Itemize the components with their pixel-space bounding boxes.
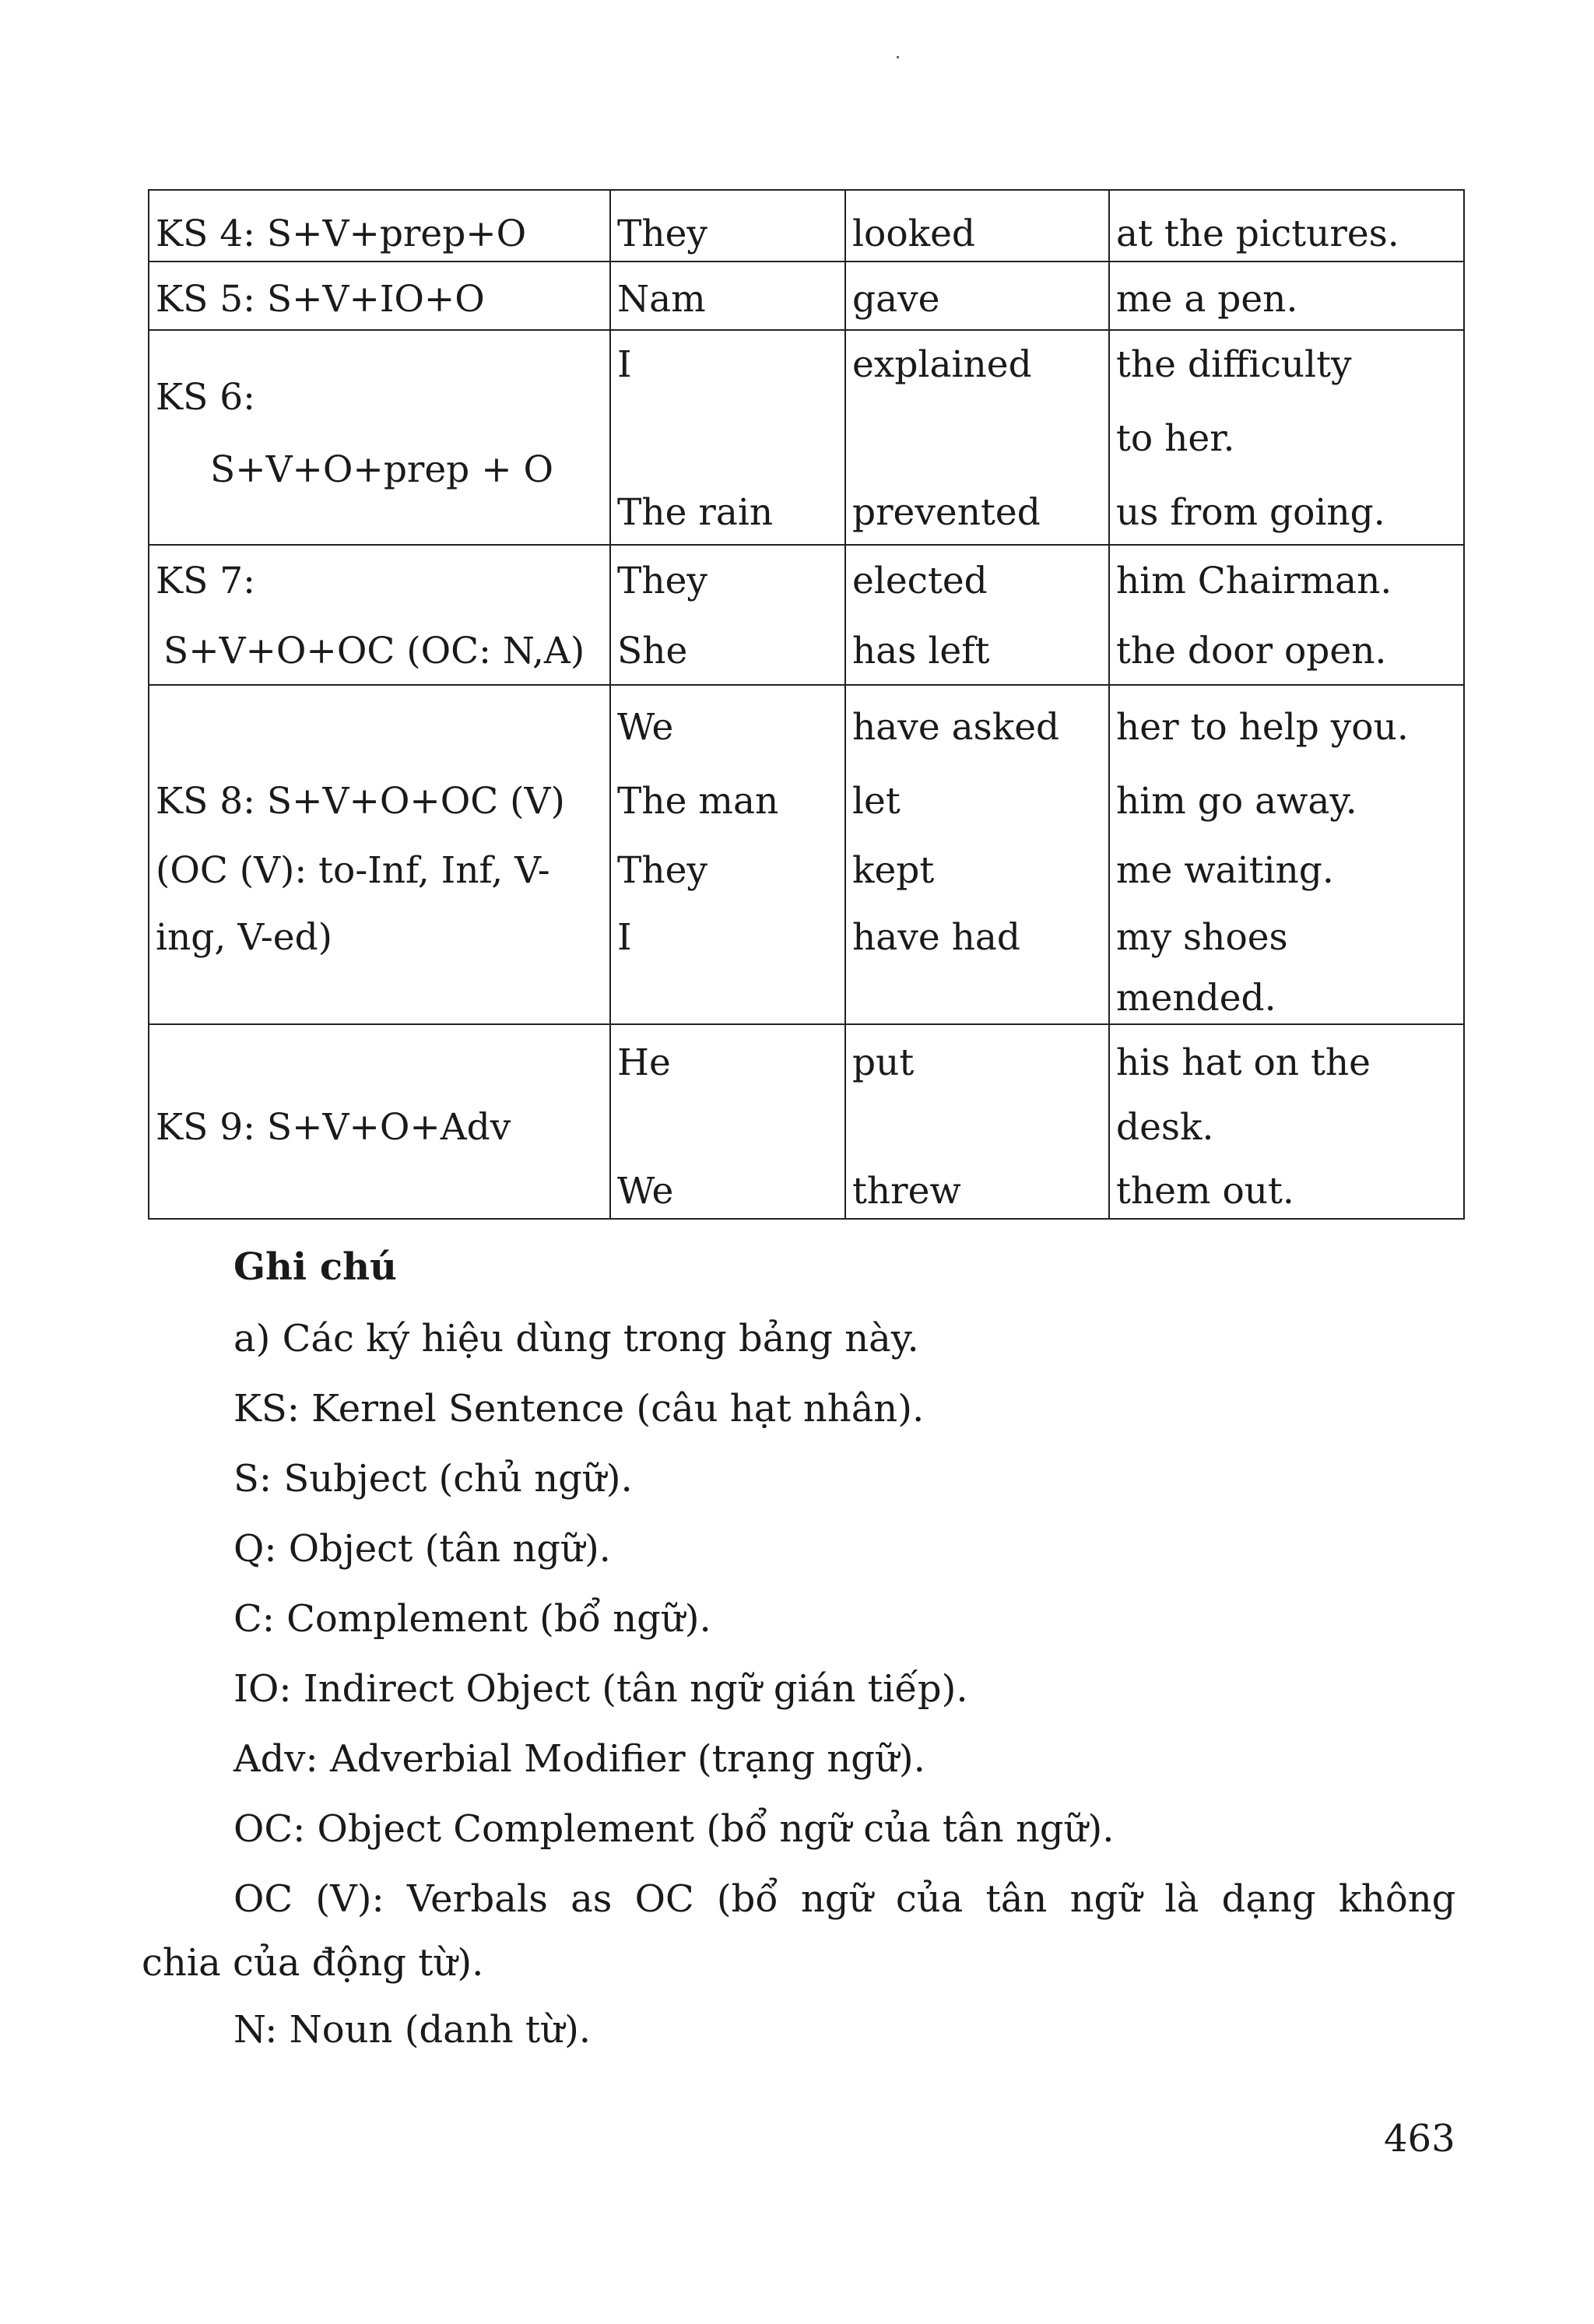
subject-line: They [617,849,707,892]
verb-line: put [852,1041,915,1084]
subject-line: I [617,343,632,386]
verb-line: let [852,780,901,823]
note-line: N: Noun (danh từ). [233,2008,592,2052]
verb-cell [845,262,1109,330]
pattern-line: KS 5: S+V+IO+O [156,278,485,321]
table-row [149,262,1464,330]
pattern-line: S+V+O+OC (OC: N,A) [163,630,585,672]
subject-line: The rain [617,491,774,534]
rest-line: desk. [1116,1106,1214,1149]
subject-line: I [617,916,632,959]
subject-cell [610,1024,845,1219]
verb-line: gave [852,278,940,321]
rest-line: mended. [1116,977,1276,1020]
note-line: IO: Indirect Object (tân ngữ gián tiếp). [233,1667,968,1711]
subject-line: They [617,560,707,602]
verb-cell [845,1024,1109,1219]
verb-cell [845,685,1109,1024]
rest-cell [1109,545,1464,685]
rest-cell [1109,330,1464,545]
page-number: 463 [1384,2117,1455,2161]
table-row [149,330,1464,545]
rest-cell [1109,262,1464,330]
rest-line: them out. [1116,1170,1294,1213]
speck-mark [897,56,899,58]
rest-line: my shoes [1116,916,1288,959]
verb-cell [845,190,1109,262]
note-line: OC (V): Verbals as OC (bổ ngữ của tân ngữ là dạng không [233,1877,1456,1921]
rest-line: him Chairman. [1116,560,1392,602]
note-line: OC: Object Complement (bổ ngữ của tân ngữ). [233,1807,1115,1851]
notes-title: Ghi chú [233,1245,397,1289]
verb-line: elected [852,560,988,602]
table-row [149,190,1464,262]
kernel-sentence-table [148,189,1465,1220]
note-line: Q: Object (tân ngữ). [233,1527,611,1571]
note-line: chia của động từ). [142,1941,484,1985]
subject-line: Nam [617,278,706,321]
note-line: a) Các ký hiệu dùng trong bảng này. [233,1317,919,1360]
subject-cell [610,685,845,1024]
pattern-cell [149,545,610,685]
verb-line: prevented [852,491,1041,534]
subject-line: He [617,1041,671,1084]
verb-line: explained [852,343,1032,386]
pattern-cell [149,685,610,1024]
subject-line: The man [617,780,779,823]
subject-cell [610,545,845,685]
rest-cell [1109,685,1464,1024]
rest-cell [1109,1024,1464,1219]
subject-cell [610,262,845,330]
note-line: S: Subject (chủ ngữ). [233,1457,633,1501]
rest-line: me a pen. [1116,278,1298,321]
table-row [149,1024,1464,1219]
rest-line: his hat on the [1116,1041,1371,1084]
rest-line: the door open. [1116,630,1387,672]
rest-line: me waiting. [1116,849,1334,892]
pattern-line: KS 4: S+V+prep+O [156,212,527,255]
table-row [149,685,1464,1024]
pattern-cell [149,190,610,262]
rest-line: at the pictures. [1116,212,1399,255]
verb-line: looked [852,212,976,255]
note-line: Adv: Adverbial Modifier (trạng ngữ). [233,1737,925,1781]
pattern-cell [149,262,610,330]
subject-line: They [617,212,707,255]
verb-line: have asked [852,706,1060,749]
pattern-cell [149,330,610,545]
pattern-line: KS 6: [156,376,255,419]
pattern-line: ing, V-ed) [156,916,333,959]
rest-line: to her. [1116,417,1235,460]
rest-line: the difficulty [1116,343,1352,386]
note-line: C: Complement (bổ ngữ). [233,1597,711,1641]
rest-line: her to help you. [1116,706,1409,749]
subject-line: We [617,706,674,749]
verb-cell [845,330,1109,545]
table-row [149,545,1464,685]
note-line: KS: Kernel Sentence (câu hạt nhân). [233,1387,925,1431]
rest-cell [1109,190,1464,262]
subject-line: She [617,630,688,672]
pattern-line: S+V+O+prep + O [210,448,554,491]
subject-cell [610,190,845,262]
rest-line: him go away. [1116,780,1357,823]
pattern-line: (OC (V): to-Inf, Inf, V- [156,849,550,892]
subject-cell [610,330,845,545]
subject-line: We [617,1170,674,1213]
verb-line: kept [852,849,935,892]
pattern-line: KS 9: S+V+O+Adv [156,1106,511,1149]
rest-line: us from going. [1116,491,1385,534]
verb-line: has left [852,630,990,672]
verb-line: have had [852,916,1020,959]
pattern-line: KS 8: S+V+O+OC (V) [156,780,565,823]
pattern-line: KS 7: [156,560,255,602]
pattern-cell [149,1024,610,1219]
verb-line: threw [852,1170,961,1213]
verb-cell [845,545,1109,685]
